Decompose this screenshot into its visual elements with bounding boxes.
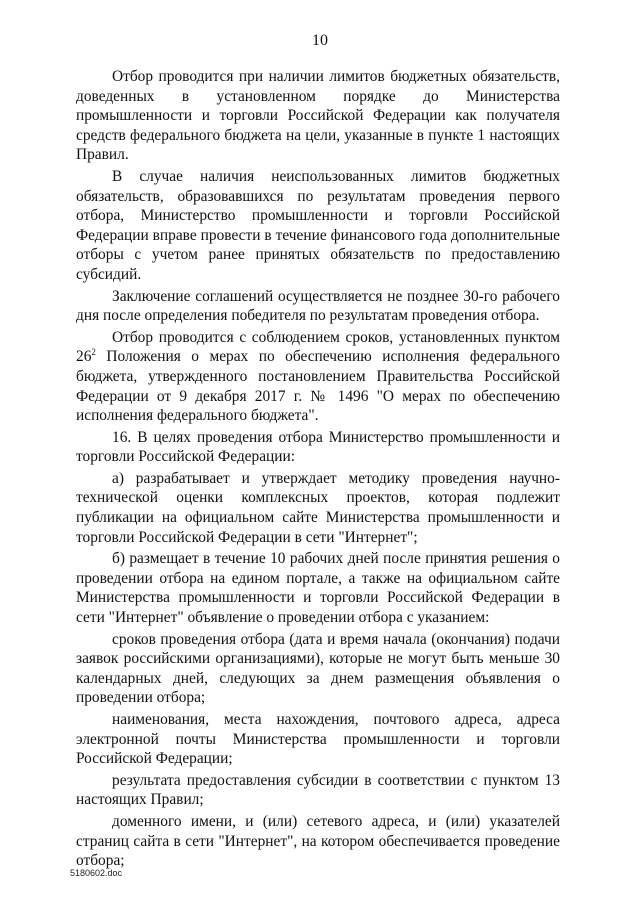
selection-terms-text-start: Отбор проводится с соблюдением сроков, установленных пунктом 26 bbox=[76, 328, 560, 366]
paragraph-budget-limits: Отбор проводится при наличии лимитов бюджетных обязательств, доведенных в установленном порядке до Министерства промышленности и торговли Российской Федерации как получателя средств федерального бюджета на цели, указанные в пункте 1 настоящих Правил. bbox=[76, 68, 560, 164]
document-body bbox=[76, 67, 560, 871]
paragraph-clause-16: 16. В целях проведения отбора Министерство промышленности и торговли Российской Федерации: bbox=[76, 428, 560, 466]
paragraph-additional-selections: В случае наличия неиспользованных лимитов бюджетных обязательств, образовавшихся по результатам проведения первого отбора, Министерство промышленности и торговли Российской Федерации вправе провести в течение финансового года дополнительные отборы с учетом ранее принятых обязательств по предоставлению субсидий. bbox=[76, 167, 560, 283]
paragraph-ministry-contacts: наименования, места нахождения, почтового адреса, адреса электронной почты Министерства промышленности и торговли Российской Федерации; bbox=[76, 711, 560, 768]
paragraph-domain-name: доменного имени, и (или) сетевого адреса, и (или) указателей страниц сайта в сети "Интернет", на котором обеспечивается проведение отбора; bbox=[76, 812, 560, 870]
paragraph-subsidy-result: результата предоставления субсидии в соответствии с пунктом 13 настоящих Правил; bbox=[76, 771, 560, 809]
paragraph-item-b: б) размещает в течение 10 рабочих дней после принятия решения о проведении отбора на едином портале, а также на официальном сайте Министерства промышленности и торговли Российской Федерации в сети "Интернет" объявление о проведении отбора с указанием: bbox=[76, 550, 560, 627]
paragraph-selection-terms bbox=[76, 328, 560, 426]
paragraph-item-a: а) разрабатывает и утверждает методику проведения научно-технической оценки комплексных проектов, которая подлежит публикации на официальном сайте Министерства промышленности и торговли Российской Федерации в сети "Интернет"; bbox=[76, 469, 560, 546]
paragraph-agreement-deadline: Заключение соглашений осуществляется не позднее 30-го рабочего дня после определения победителя по результатам проведения отбора. bbox=[76, 287, 560, 325]
paragraph-selection-dates: сроков проведения отбора (дата и время начала (окончания) подачи заявок российскими организациями), которые не могут быть меньше 30 календарных дней, следующих за днем размещения объявления о проведении отбора; bbox=[76, 630, 560, 707]
document-file-name: 5180602.doc bbox=[70, 868, 123, 878]
page-number: 10 bbox=[312, 32, 328, 49]
selection-terms-text-end: Положения о мерах по обеспечению исполнения федерального бюджета, утвержденного постановлением Правительства Российской Федерации от 9 декабря 2017 г. № 1496 "О мерах по обеспечению исполнения федерального бюджета". bbox=[76, 348, 560, 425]
point-number-superscript: 2 bbox=[91, 347, 96, 358]
